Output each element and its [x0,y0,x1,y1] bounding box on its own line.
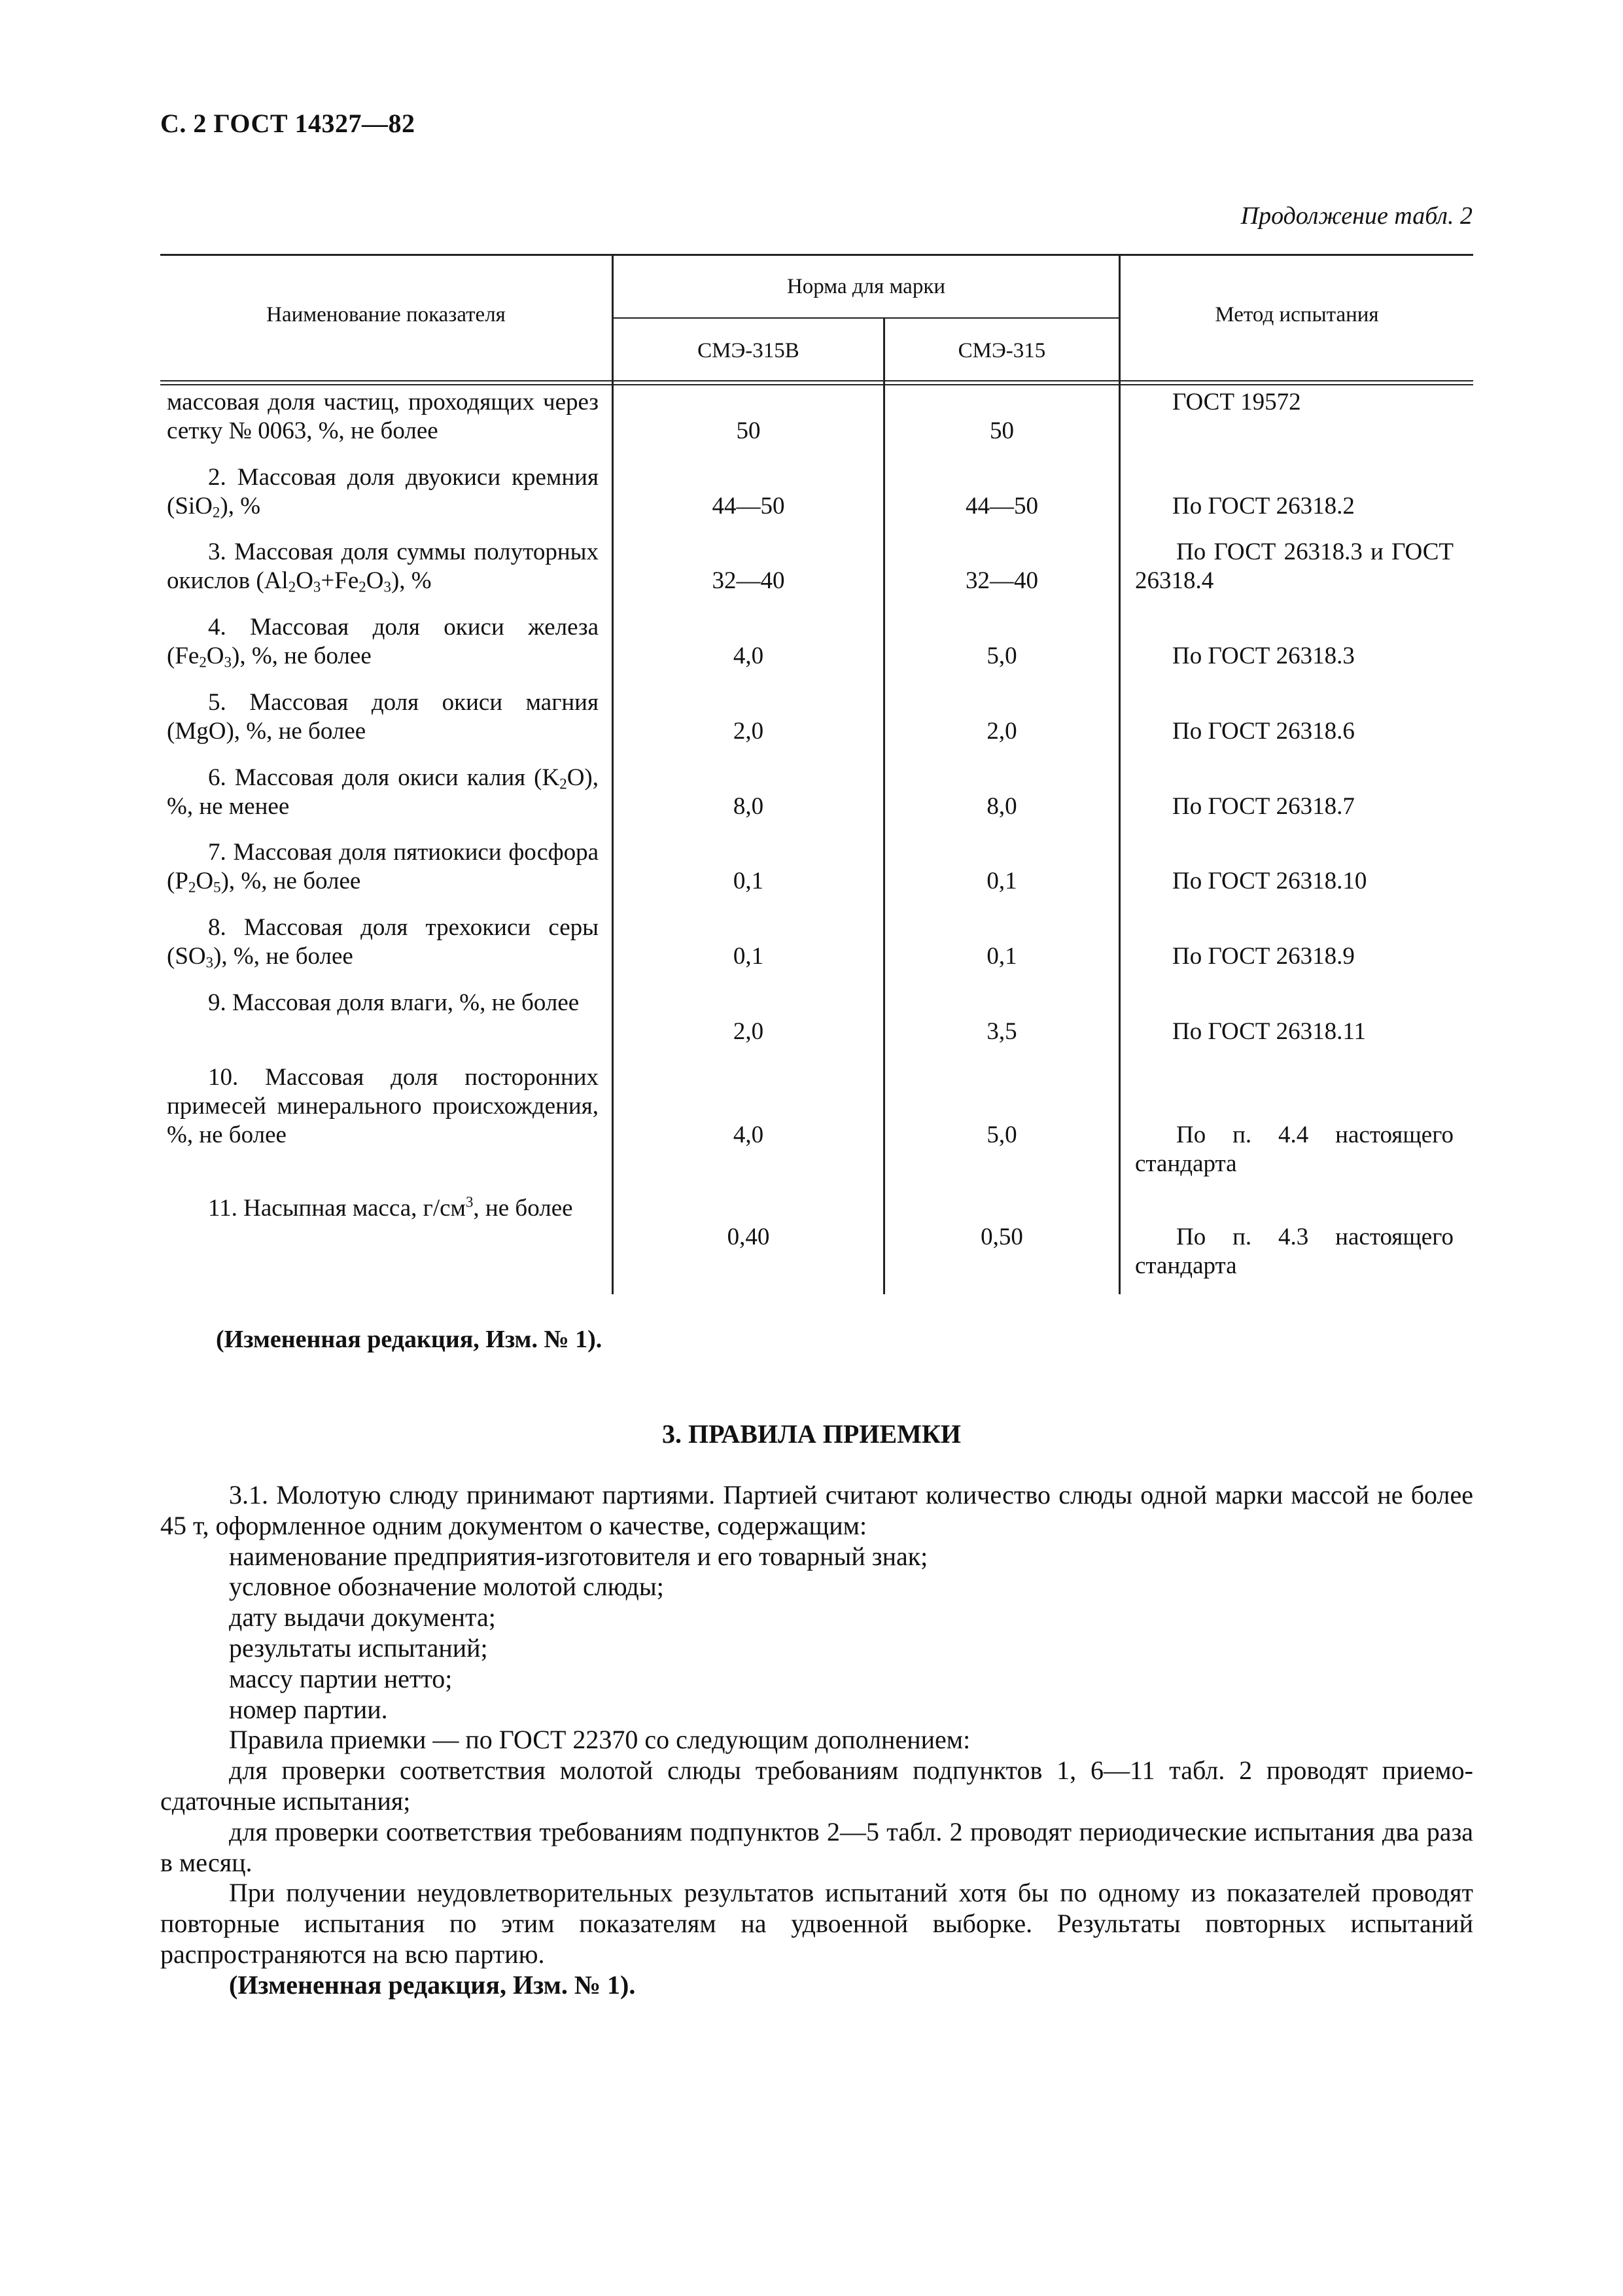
paragraph-retest: При получении неудовлетворительных результатов испытаний хотя бы по одному из показателей проводят повторные испытания по этим показателям на удвоенной выборке. Результаты повторных испытаний распространяются на всю партию. [160,1878,1473,1969]
row-8-value-sme315: 0,1 [986,943,1017,970]
header-grade-sme315: СМЭ-315 [958,339,1046,362]
amendment-note: (Измененная редакция, Изм. № 1). [216,1326,602,1353]
paragraph-check-2: для проверки соответствия требованиям подпунктов 2—5 табл. 2 проводят периодические испытания два раза в месяц. [160,1816,1473,1877]
row-5-value-sme315: 2,0 [986,718,1017,745]
row-7-method: По ГОСТ 26318.10 [1172,868,1367,894]
row-11-name: 11. Насыпная масса, $г/см^3$, не более [208,1193,573,1222]
row-4-name: 4. Массовая доля окиси железа $(Fe_2O_3)$, %, не более [167,614,599,671]
header-bottom-rule [160,380,1473,381]
list-item: результаты испытаний; [229,1633,488,1663]
row-11-method: По п. 4.3 настоящего стандарта [1135,1224,1454,1279]
row-2-value-sme315v: 44—50 [712,493,785,520]
row-5-method: По ГОСТ 26318.6 [1172,718,1355,745]
row-10-name: 10. Массовая доля посторонних примесей минерального происхождения, %, не более [167,1064,599,1148]
page-header: С. 2 ГОСТ 14327—82 [160,109,415,138]
row-11-value-sme315: 0,50 [981,1224,1023,1250]
acceptance-rules-text [160,1480,1473,2001]
row-2-value-sme315: 44—50 [966,493,1038,520]
row-3-value-sme315: 32—40 [966,567,1038,594]
table-continuation-label: Продолжение табл. 2 [1240,202,1473,230]
row-8-value-sme315v: 0,1 [733,943,764,970]
table-top-rule [160,254,1473,256]
row-5-name: 5. Массовая доля окиси магния (MgO), %, не более [167,689,599,745]
col-divider-3 [1119,254,1121,1294]
row-6-value-sme315: 8,0 [986,793,1017,820]
indicators-table [160,254,1473,1301]
paragraph-check-1: для проверки соответствия молотой слюды требованиям подпунктов 1, 6—11 табл. 2 проводят приемо-сдаточные испытания; [160,1756,1473,1816]
row-6-name: 6. Массовая доля окиси калия $(K_2O)$, %, не менее [167,764,599,820]
row-5-value-sme315v: 2,0 [733,718,764,745]
row-1-method: ГОСТ 19572 [1172,389,1301,415]
header-grade-sme315v: СМЭ-315В [697,339,799,362]
row-8-method: По ГОСТ 26318.9 [1172,943,1355,970]
list-item: наименование предприятия-изготовителя и его товарный знак; [229,1541,928,1571]
header-indicator-name: Наименование показателя [266,303,506,327]
row-1-name: массовая доля частиц, проходящих через сетку № 0063, %, не более [167,389,599,444]
row-3-value-sme315v: 32—40 [712,567,785,594]
row-1-value-sme315v: 50 [736,417,761,444]
row-10-method: По п. 4.4 настоящего стандарта [1135,1122,1454,1177]
row-7-value-sme315v: 0,1 [733,868,764,894]
header-test-method: Метод испытания [1215,303,1379,327]
row-3-name: 3. Массовая доля суммы полуторных окислов $(Al_2O_3+Fe_2O_3)$, % [167,539,599,595]
row-7-value-sme315: 0,1 [986,868,1017,894]
norm-header-rule [612,317,1120,319]
row-2-name: 2. Массовая доля двуокиси кремния (SiO$_2$), % [167,464,599,521]
list-item: массу партии нетто; [229,1663,453,1693]
row-1-value-sme315: 50 [990,417,1014,444]
row-9-name: 9. Массовая доля влаги, %, не более [208,989,580,1016]
row-9-method: По ГОСТ 26318.11 [1172,1018,1367,1045]
row-10-value-sme315v: 4,0 [733,1122,764,1148]
row-4-value-sme315: 5,0 [986,643,1017,669]
row-8-name: 8. Массовая доля трехокиси серы $(SO_3)$, %, не более [167,914,599,971]
row-6-value-sme315v: 8,0 [733,793,764,820]
row-9-value-sme315: 3,5 [986,1018,1017,1045]
row-9-value-sme315v: 2,0 [733,1018,764,1045]
header-bottom-rule-2 [160,384,1473,385]
row-3-method: По ГОСТ 26318.3 и ГОСТ 26318.4 [1135,539,1454,594]
header-norm-for-grade: Норма для марки [786,275,946,298]
paragraph-3-1: 3.1. Молотую слюду принимают партиями. Партией считают количество слюды одной марки массой не более 45 т, оформленное одним документом о качестве, содержащим: [160,1480,1473,1540]
row-10-value-sme315: 5,0 [986,1122,1017,1148]
row-4-method: По ГОСТ 26318.3 [1172,643,1355,669]
row-11-value-sme315v: 0,40 [727,1224,770,1250]
list-item: условное обозначение молотой слюды; [229,1572,664,1602]
amendment-note: (Измененная редакция, Изм. № 1). [229,1969,636,2000]
list-item: дату выдачи документа; [229,1602,496,1633]
row-2-method: По ГОСТ 26318.2 [1172,493,1355,520]
row-6-method: По ГОСТ 26318.7 [1172,793,1355,820]
section-title: 3. ПРАВИЛА ПРИЕМКИ [661,1419,961,1449]
paragraph-rules: Правила приемки — по ГОСТ 22370 со следующим дополнением: [229,1725,971,1755]
row-4-value-sme315v: 4,0 [733,643,764,669]
list-item: номер партии. [229,1694,388,1724]
row-7-name: 7. Массовая доля пятиокиси фосфора $(P_2O_5)$, %, не более [167,839,599,896]
